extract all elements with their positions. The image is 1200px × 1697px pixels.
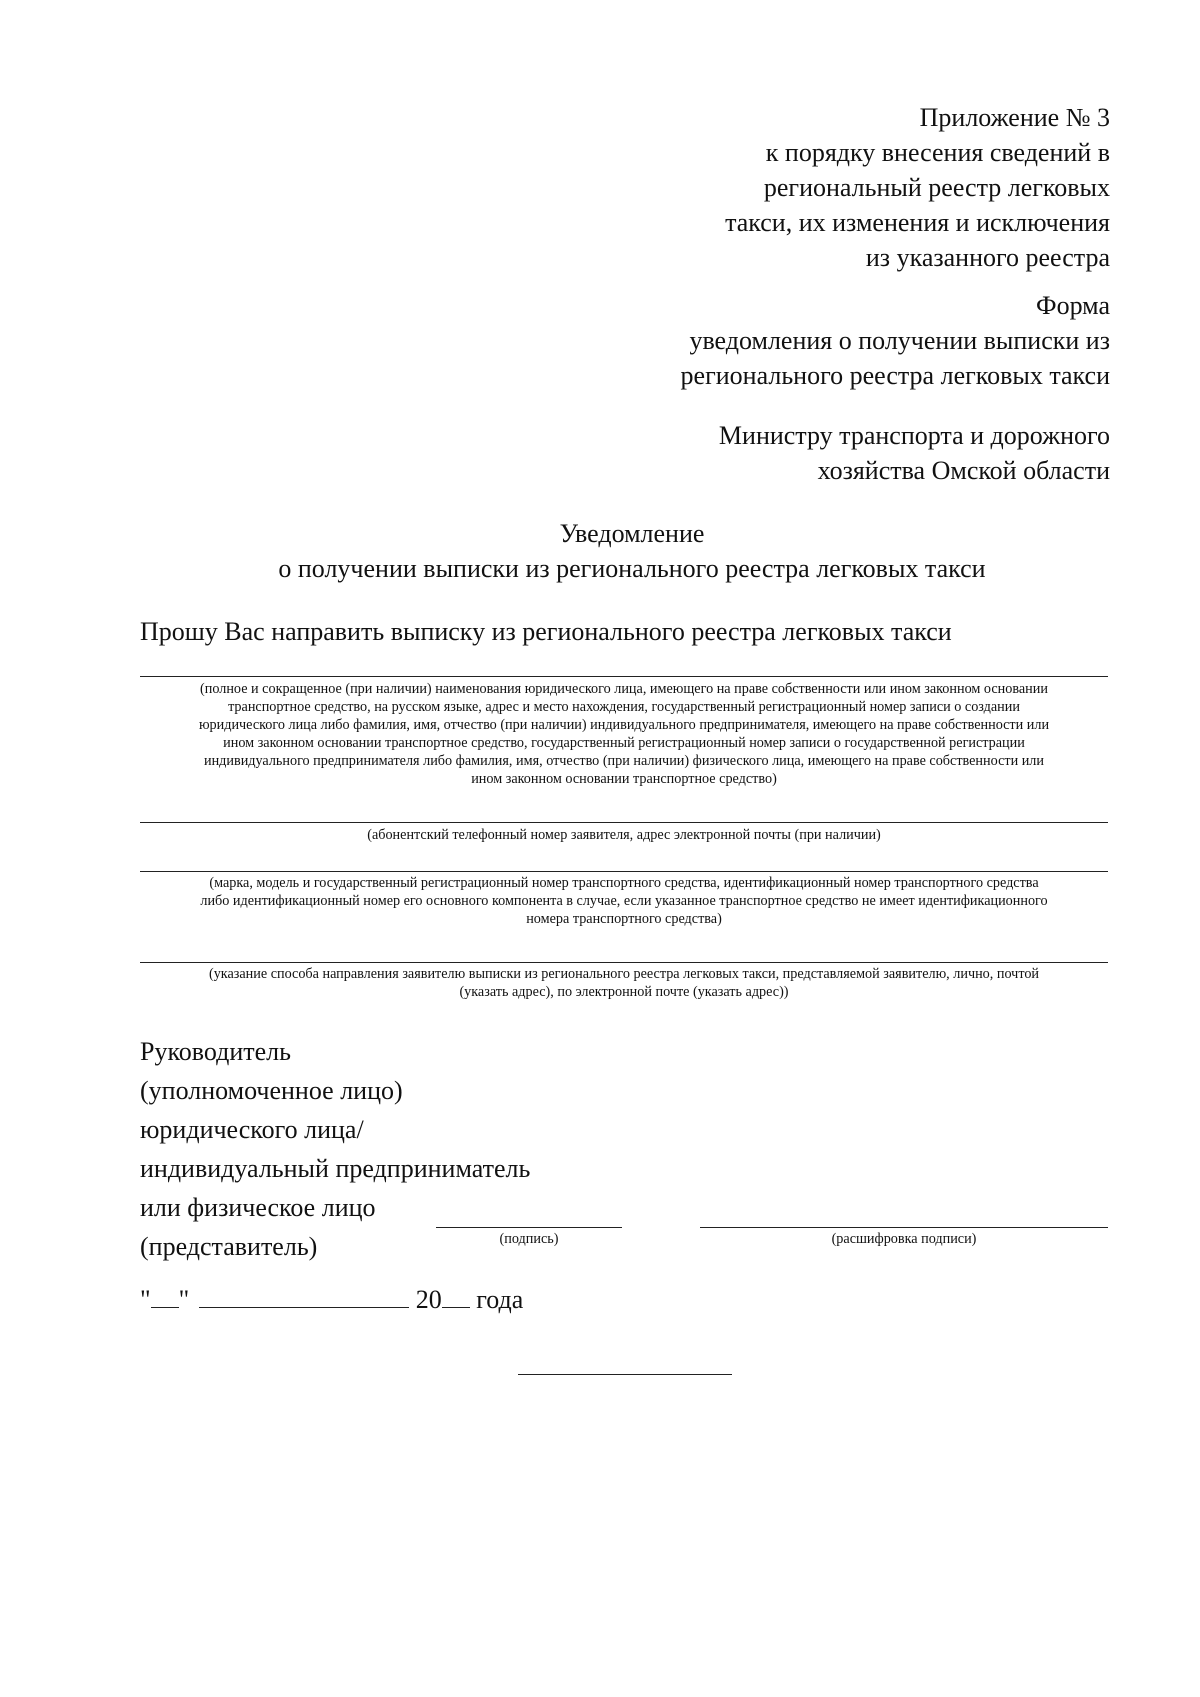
- date-close-quote: ": [178, 1285, 190, 1314]
- signature-field[interactable]: [436, 1227, 622, 1228]
- signature-name-caption: (расшифровка подписи): [831, 1231, 977, 1247]
- date-row: [140, 1282, 523, 1317]
- signer-line: Руководитель: [140, 1037, 291, 1066]
- caption-line: (марка, модель и государственный регистрационный номер транспортного средства, идентификационный номер транспортного средства: [209, 875, 1039, 891]
- caption-line: (указание способа направления заявителю выписки из регионального реестра легковых такси, представляемой заявителю, лично, почтой: [208, 966, 1040, 982]
- caption-line: транспортное средство, на русском языке, адрес и место нахождения, государственный регистрационный номер записи о создании: [228, 699, 1020, 715]
- signer-line: (уполномоченное лицо): [140, 1076, 403, 1105]
- appendix-header: [725, 100, 1110, 275]
- signer-line: юридического лица/: [140, 1115, 364, 1144]
- vehicle-field[interactable]: [140, 871, 1108, 872]
- delivery-method-field[interactable]: [140, 962, 1108, 963]
- signer-line: индивидуальный предприниматель: [140, 1154, 531, 1183]
- appendix-line: из указанного реестра: [865, 243, 1110, 272]
- date-year-suffix: года: [476, 1285, 524, 1314]
- appendix-line: Приложение № 3: [919, 103, 1110, 132]
- document-title: Уведомление: [559, 519, 705, 548]
- date-month-field[interactable]: [199, 1283, 409, 1308]
- caption-line: ином законном основании транспортное средство, государственный регистрационный номер записи о государственной регистрации: [223, 735, 1025, 751]
- contact-caption: [130, 826, 1118, 844]
- date-open-quote: ": [140, 1285, 151, 1314]
- signature-name-field[interactable]: [700, 1227, 1108, 1228]
- signature-caption: (подпись): [499, 1231, 559, 1247]
- appendix-line: такси, их изменения и исключения: [725, 208, 1110, 237]
- request-text: Прошу Вас направить выписку из регионального реестра легковых такси: [140, 617, 952, 646]
- date-year-field[interactable]: [442, 1283, 470, 1308]
- document-subtitle: о получении выписки из регионального реестра легковых такси: [278, 554, 986, 583]
- caption-line: номера транспортного средства): [526, 911, 722, 927]
- form-label-line: регионального реестра легковых такси: [680, 361, 1110, 390]
- form-label: [681, 288, 1110, 393]
- appendix-line: региональный реестр легковых: [763, 173, 1110, 202]
- addressee: [719, 418, 1110, 488]
- signer-line: (представитель): [140, 1232, 318, 1261]
- caption-line: (абонентский телефонный номер заявителя, адрес электронной почты (при наличии): [367, 827, 881, 843]
- caption-line: ином законном основании транспортное средство): [471, 771, 777, 787]
- date-day-field[interactable]: [151, 1283, 179, 1308]
- addressee-line: Министру транспорта и дорожного: [718, 421, 1110, 450]
- contact-field[interactable]: [140, 822, 1108, 823]
- signer-line: или физическое лицо: [140, 1193, 376, 1222]
- caption-line: индивидуального предпринимателя либо фамилия, имя, отчество (при наличии) физического лица, имеющего на праве собственности или: [204, 753, 1044, 769]
- date-year-prefix: 20: [415, 1285, 442, 1314]
- form-label-line: Форма: [1036, 291, 1110, 320]
- caption-line: (указать адрес), по электронной почте (указать адрес)): [459, 984, 789, 1000]
- form-label-line: уведомления о получении выписки из: [689, 326, 1110, 355]
- delivery-method-caption: [130, 965, 1118, 1001]
- caption-line: либо идентификационный номер его основного компонента в случае, если указанное транспортное средство не имеет идентификационного: [200, 893, 1048, 909]
- document-end-divider: [518, 1374, 732, 1375]
- caption-line: юридического лица либо фамилия, имя, отчество (при наличии) индивидуального предпринимателя, имеющего на праве собственности или: [198, 717, 1050, 733]
- caption-line: (полное и сокращенное (при наличии) наименования юридического лица, имеющего на праве собственности или ином законном основании: [200, 681, 1048, 697]
- vehicle-caption: [130, 874, 1118, 928]
- appendix-line: к порядку внесения сведений в: [765, 138, 1110, 167]
- applicant-name-field[interactable]: [140, 676, 1108, 677]
- applicant-name-caption: [130, 680, 1118, 788]
- addressee-line: хозяйства Омской области: [817, 456, 1110, 485]
